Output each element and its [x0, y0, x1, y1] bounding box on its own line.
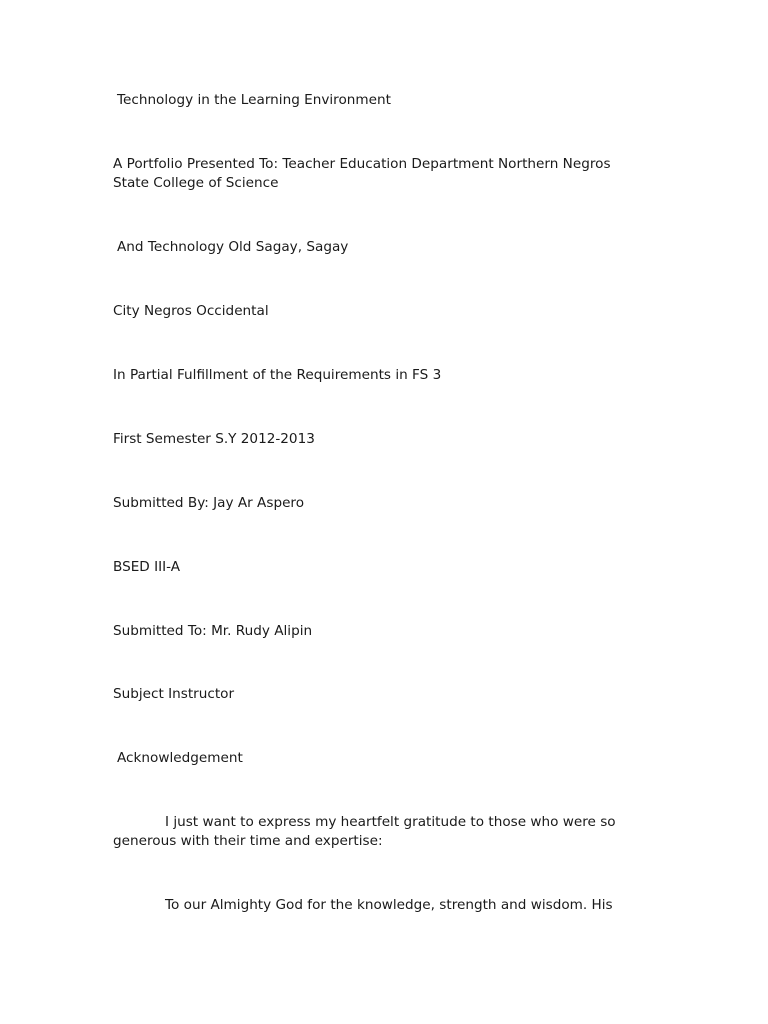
submitted-to-line: Submitted To: Mr. Rudy Alipin [113, 623, 313, 639]
acknowledgement-heading: Acknowledgement [117, 750, 243, 766]
semester-line: First Semester S.Y 2012-2013 [113, 431, 315, 447]
document-title: Technology in the Learning Environment [117, 92, 391, 108]
requirement-line: In Partial Fulfillment of the Requirements in FS 3 [113, 367, 442, 383]
institution-continued: And Technology Old Sagay, Sagay [117, 239, 349, 255]
portfolio-presented-to: A Portfolio Presented To: Teacher Education Department Northern Negros State College of Science [113, 156, 615, 191]
section-line: BSED III-A [113, 559, 181, 575]
submitted-by-line: Submitted By: Jay Ar Aspero [113, 495, 305, 511]
instructor-role-line: Subject Instructor [113, 686, 235, 702]
acknowledgement-paragraph-1: I just want to express my heartfelt gratitude to those who were so generous with their time and expertise: [113, 814, 620, 849]
acknowledgement-paragraph-2: To our Almighty God for the knowledge, strength and wisdom. His [165, 897, 613, 913]
location-line: City Negros Occidental [113, 303, 269, 319]
